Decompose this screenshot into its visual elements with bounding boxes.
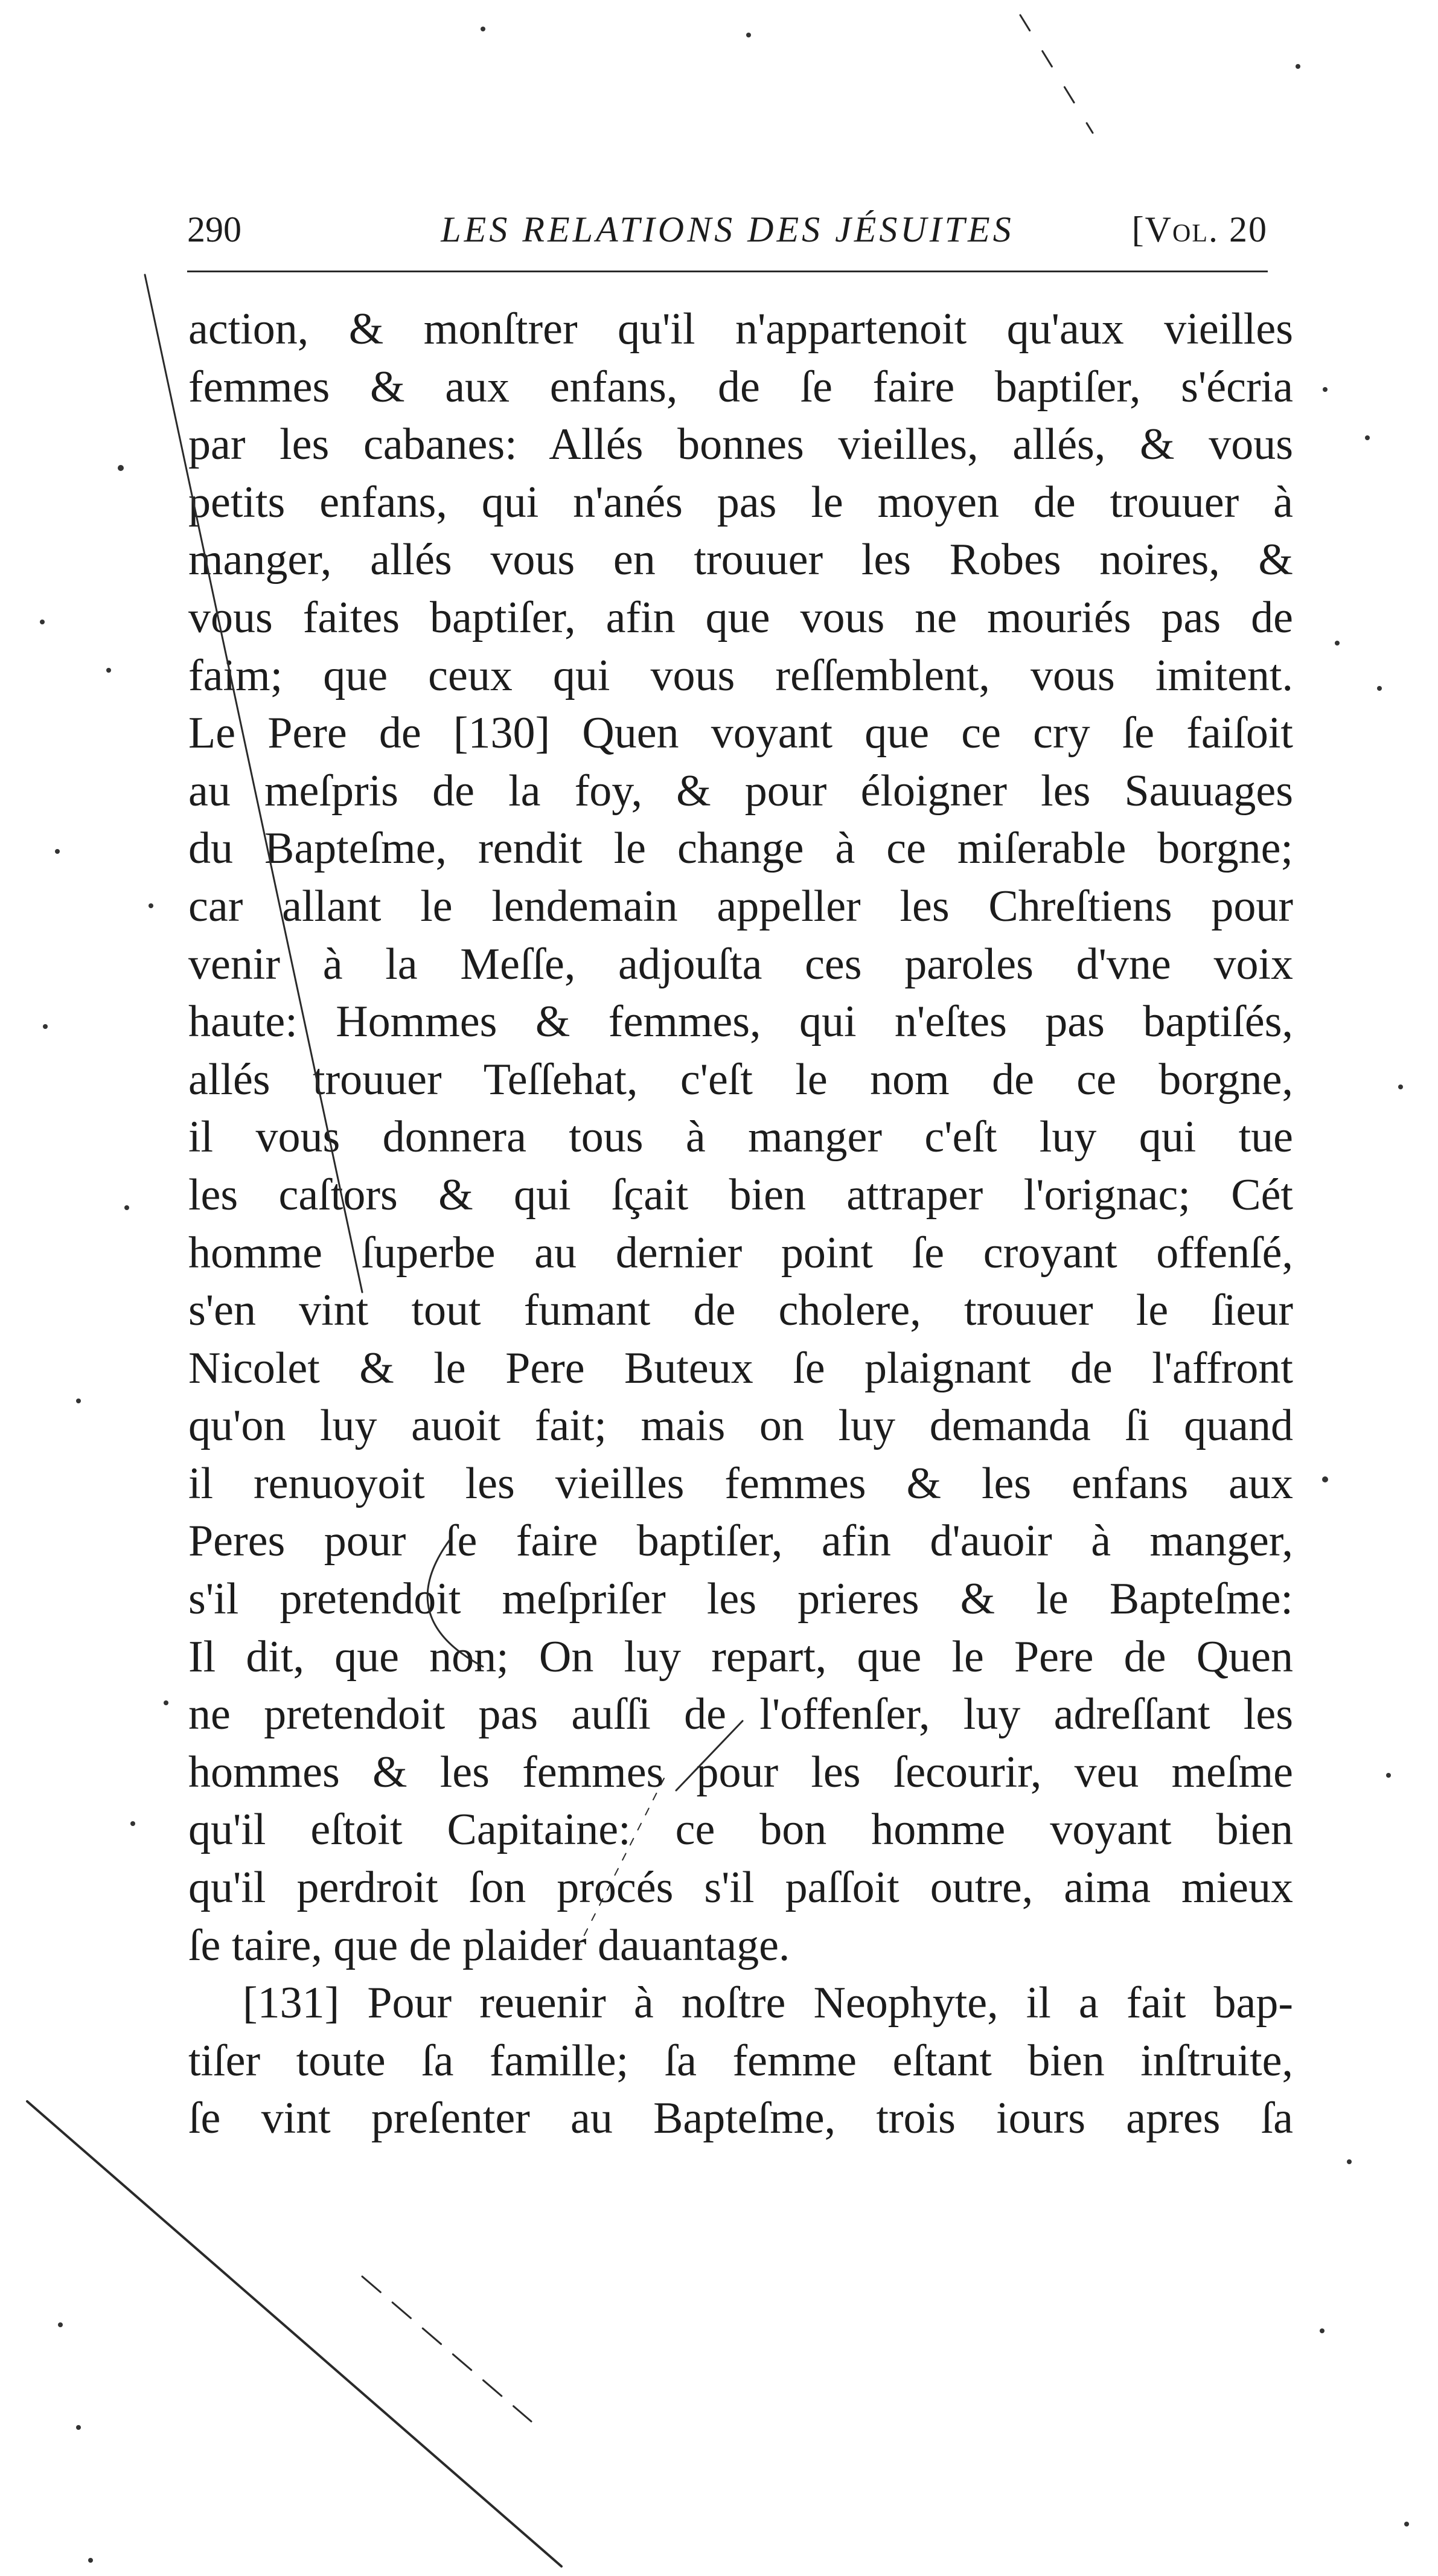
scan-speck xyxy=(1404,2522,1409,2526)
scan-speck xyxy=(124,1205,129,1210)
scan-speck xyxy=(1320,2328,1325,2333)
scan-speck xyxy=(1386,1773,1391,1778)
scan-speck xyxy=(149,903,153,908)
scan-speck xyxy=(88,2558,93,2563)
scan-speck xyxy=(1377,686,1382,691)
text-line: il renuoyoit les vieilles femmes & les enfans aux xyxy=(188,1458,1293,1508)
scan-speck xyxy=(76,1399,81,1403)
text-line: qu'on luy auoit fait; mais on luy demanda ſi quand xyxy=(188,1401,1293,1451)
page-number: 290 xyxy=(187,210,241,249)
scan-speck xyxy=(55,849,60,854)
text-line: du Bapteſme, rendit le change à ce miſerable borgne; xyxy=(188,824,1293,874)
text-line: par les cabanes: Allés bonnes vieilles, allés, & vous xyxy=(188,420,1293,470)
scan-speck xyxy=(1322,1476,1328,1482)
scan-speck xyxy=(1347,2159,1352,2164)
text-line: faim; que ceux qui vous reſſemblent, vous imitent. xyxy=(188,650,1293,700)
scan-speck xyxy=(43,1024,48,1029)
scan-speck xyxy=(130,1821,135,1826)
text-line: au meſpris de la foy, & pour éloigner les Sauuages xyxy=(188,766,1293,816)
text-line: [131] Pour reuenir à noſtre Neophyte, il a fait bap- xyxy=(243,1978,1293,2028)
text-line: ſe vint preſenter au Bapteſme, trois iours apres ſa xyxy=(188,2094,1293,2144)
text-line: femmes & aux enfans, de ſe faire baptiſer, s'écria xyxy=(188,362,1293,412)
scan-speck xyxy=(58,2322,63,2327)
text-line: car allant le lendemain appeller les Chreſtiens pour xyxy=(188,881,1293,931)
text-line: s'en vint tout fumant de cholere, trouuer le ſieur xyxy=(188,1286,1293,1336)
text-line: ne pretendoit pas auſſi de l'offenſer, luy adreſſant les xyxy=(188,1690,1293,1740)
text-line: homme ſuperbe au dernier point ſe croyant offenſé, xyxy=(188,1228,1293,1278)
text-line: s'il pretendoit meſpriſer les prieres & le Bapteſme: xyxy=(188,1574,1293,1624)
text-line: manger, allés vous en trouuer les Robes noires, & xyxy=(188,535,1293,585)
scan-speck xyxy=(1323,387,1328,392)
paragraph-1 xyxy=(188,301,1293,1975)
text-line: tiſer toute ſa famille; ſa femme eſtant bien inſtruite, xyxy=(188,2036,1293,2086)
text-line: hommes & les femmes pour les ſecourir, veu meſme xyxy=(188,1747,1293,1797)
text-line: allés trouuer Teſſehat, c'eſt le nom de ce borgne, xyxy=(188,1054,1293,1104)
scan-speck xyxy=(746,33,751,37)
text-line: petits enfans, qui n'anés pas le moyen de trouuer à xyxy=(188,477,1293,527)
text-line: ſe taire, que de plaider dauantage. xyxy=(188,1920,790,1970)
text-line: Nicolet & le Pere Buteux ſe plaignant de l'affront xyxy=(188,1343,1293,1393)
scan-speck xyxy=(1335,641,1340,646)
running-head xyxy=(187,205,1268,254)
body-text xyxy=(188,301,1293,2148)
text-line: action, & monſtrer qu'il n'appartenoit qu'aux vieilles xyxy=(188,304,1293,354)
scan-speck xyxy=(164,1700,168,1705)
running-title: LES RELATIONS DES JÉSUITES xyxy=(441,210,1014,249)
volume-label: [Vol. 20 xyxy=(1131,210,1268,249)
text-line: haute: Hommes & femmes, qui n'eſtes pas baptiſés, xyxy=(188,997,1293,1047)
text-line: qu'il eſtoit Capitaine: ce bon homme voyant bien xyxy=(188,1805,1293,1855)
scan-speck xyxy=(1296,64,1300,69)
text-line: Peres pour ſe faire baptiſer, afin d'auoir à manger, xyxy=(188,1516,1293,1566)
scan-speck xyxy=(1365,435,1370,440)
scan-speck xyxy=(76,2425,81,2430)
paragraph-2 xyxy=(188,1975,1293,2148)
scan-stroke-top xyxy=(1020,15,1093,133)
text-line: qu'il perdroit ſon procés s'il paſſoit outre, aima mieux xyxy=(188,1863,1293,1913)
text-line: Le Pere de [130] Quen voyant que ce cry ſe faiſoit xyxy=(188,708,1293,758)
scan-stroke-bottom xyxy=(27,2101,561,2566)
text-line: il vous donnera tous à manger c'eſt luy qui tue xyxy=(188,1112,1293,1162)
text-line: les caſtors & qui ſçait bien attraper l'orignac; Cét xyxy=(188,1170,1293,1220)
scan-speck xyxy=(118,465,124,471)
scan-speck xyxy=(481,27,485,31)
scan-speck xyxy=(40,620,45,624)
scan-speck xyxy=(106,668,111,673)
scan-stroke-dashed xyxy=(362,2276,531,2421)
text-line: Il dit, que non; On luy repart, que le Pere de Quen xyxy=(188,1632,1293,1682)
text-line: venir à la Meſſe, adjouſta ces paroles d'vne voix xyxy=(188,939,1293,989)
text-line: vous faites baptiſer, afin que vous ne mouriés pas de xyxy=(188,592,1293,642)
header-rule xyxy=(187,271,1268,272)
scan-speck xyxy=(1398,1085,1403,1089)
